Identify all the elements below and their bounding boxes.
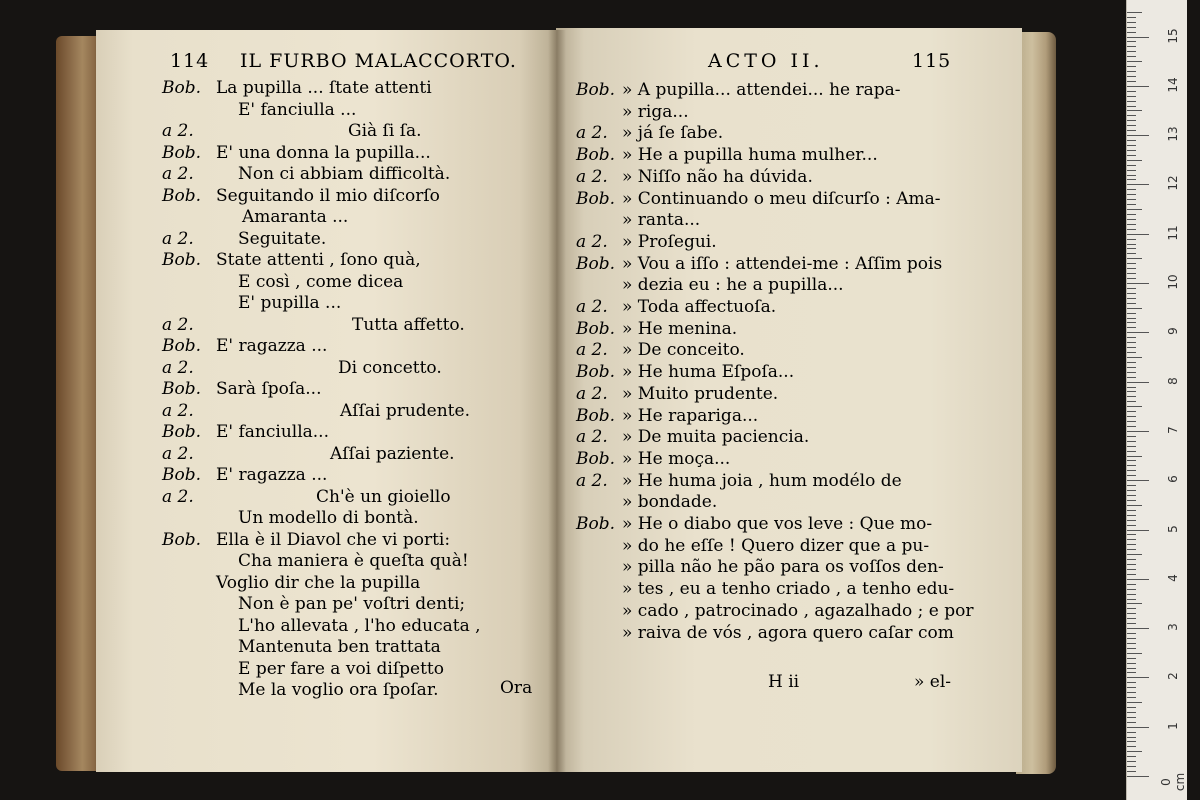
ruler-tick — [1127, 387, 1136, 388]
verse-line: Non ci abbiam difficoltà. — [238, 164, 451, 184]
ruler-tick — [1127, 717, 1136, 718]
ruler-tick — [1127, 106, 1136, 107]
ruler-tick — [1127, 677, 1149, 678]
ruler-tick — [1127, 332, 1149, 333]
ruler-label: 15 — [1166, 27, 1180, 44]
ruler-label: 9 — [1166, 327, 1180, 336]
speaker-label: Bob. — [162, 529, 202, 550]
right-page-number: 115 — [912, 50, 952, 72]
ruler-tick — [1127, 456, 1142, 457]
speaker-label: Bob. — [576, 362, 616, 383]
speaker-label: a 2. — [162, 357, 194, 378]
verse-line: Seguitate. — [238, 228, 327, 249]
ruler-tick — [1127, 37, 1149, 38]
verse-line: E così , come dicea — [238, 271, 404, 292]
ruler-tick — [1127, 480, 1149, 481]
right-running-head: ACTO II. — [708, 50, 824, 72]
book-fore-edge-right — [1016, 32, 1056, 774]
ruler-label: 12 — [1166, 175, 1180, 192]
ruler-tick — [1127, 603, 1142, 604]
ruler-tick — [1127, 751, 1142, 752]
ruler-tick — [1127, 544, 1136, 545]
ruler-tick — [1127, 589, 1136, 590]
verse-line: Sarà ſpoſa... — [216, 379, 322, 399]
verse-line: Ch'è un gioiello — [316, 486, 451, 507]
ruler-tick — [1127, 396, 1136, 397]
verse-line: La pupilla ... ſtate attenti — [216, 78, 432, 98]
ruler-tick — [1127, 737, 1136, 738]
ruler-tick — [1127, 184, 1149, 185]
speaker-label: a 2. — [162, 164, 194, 184]
verse-line: » bondade. — [622, 492, 718, 513]
ruler-tick — [1127, 273, 1136, 274]
verse-line: Tutta affetto. — [352, 314, 465, 335]
ruler-tick — [1127, 110, 1142, 111]
verse-line: Un modello di bontà. — [238, 508, 419, 528]
verse-line: » Vou a iſſo : attendei-me : Aſſim pois — [622, 253, 943, 274]
verse-line: » Proſegui. — [622, 231, 717, 252]
ruler-tick — [1127, 668, 1136, 669]
ruler-label: 7 — [1166, 426, 1180, 434]
speaker-label: Bob. — [576, 80, 616, 100]
ruler-tick — [1127, 460, 1136, 461]
ruler-label: 13 — [1166, 126, 1180, 142]
speaker-label: Bob. — [162, 250, 202, 270]
verse-line: E' fanciulla... — [216, 422, 329, 442]
ruler-tick — [1127, 495, 1136, 496]
verse-line: » cado , patrocinado , agazalhado ; e por — [622, 600, 974, 621]
ruler-tick — [1127, 406, 1142, 407]
ruler-tick — [1127, 288, 1136, 289]
ruler-tick — [1127, 81, 1136, 82]
left-page-number: 114 — [170, 50, 210, 72]
ruler-tick — [1127, 722, 1136, 723]
ruler-tick — [1127, 140, 1136, 141]
ruler-tick — [1127, 96, 1136, 97]
verse-line: State attenti , ſono quà, — [216, 250, 421, 270]
verse-line: Voglio dir che la pupilla — [216, 572, 421, 593]
ruler-label: 5 — [1166, 524, 1180, 533]
speaker-label: Bob. — [576, 405, 616, 426]
ruler-tick — [1127, 559, 1136, 560]
ruler-tick — [1127, 214, 1136, 215]
verse-line: » Niſſo não ha dúvida. — [622, 166, 813, 187]
ruler-tick — [1127, 46, 1136, 47]
ruler-tick — [1127, 549, 1136, 550]
ruler-tick — [1127, 776, 1149, 777]
ruler-tick — [1127, 672, 1136, 673]
ruler-tick — [1127, 51, 1136, 52]
ruler-tick — [1127, 623, 1136, 624]
ruler-tick — [1127, 638, 1136, 639]
speaker-label: a 2. — [576, 123, 608, 144]
ruler-tick — [1127, 697, 1136, 698]
ruler-tick — [1127, 179, 1136, 180]
ruler-tick — [1127, 86, 1149, 87]
ruler-tick — [1127, 761, 1136, 762]
speaker-label: Bob. — [162, 379, 202, 399]
left-catchword: Ora — [500, 678, 533, 698]
verse-line: E per fare a voi diſpetto — [238, 658, 444, 679]
ruler-tick — [1127, 465, 1136, 466]
ruler-label: 14 — [1166, 77, 1180, 93]
ruler-label: 3 — [1166, 623, 1180, 631]
ruler-tick — [1127, 554, 1142, 555]
ruler-tick — [1127, 608, 1136, 609]
verse-line: E' una donna la pupilla... — [216, 142, 431, 163]
verse-line: » pilla não he pão para os voſſos den- — [622, 557, 944, 578]
ruler-tick — [1127, 327, 1136, 328]
ruler-tick — [1127, 431, 1149, 432]
verse-line: Seguitando il mio diſcorſo — [216, 185, 440, 206]
ruler-tick — [1127, 352, 1136, 353]
verse-line: » Continuando o meu diſcurſo : Ama- — [622, 188, 941, 209]
verse-line: » dezia eu : he a pupilla... — [622, 275, 844, 296]
ruler-tick — [1127, 160, 1142, 161]
ruler-tick — [1127, 746, 1136, 747]
ruler-tick — [1127, 643, 1136, 644]
ruler-tick — [1127, 377, 1136, 378]
ruler-tick — [1127, 362, 1136, 363]
ruler-tick — [1127, 530, 1149, 531]
speaker-label: Bob. — [162, 185, 202, 206]
ruler-tick — [1127, 66, 1136, 67]
speaker-label: Bob. — [162, 465, 202, 485]
verse-line: » He huma Eſpoſa... — [622, 362, 795, 383]
ruler-tick — [1127, 426, 1136, 427]
ruler-tick — [1127, 204, 1136, 205]
ruler-tick — [1127, 648, 1136, 649]
ruler-tick — [1127, 520, 1136, 521]
ruler-tick — [1127, 258, 1142, 259]
ruler-tick — [1127, 510, 1136, 511]
speaker-label: a 2. — [576, 427, 608, 448]
ruler-tick — [1127, 599, 1136, 600]
ruler-tick — [1127, 125, 1136, 126]
ruler-tick — [1127, 308, 1142, 309]
speaker-label: a 2. — [162, 400, 194, 421]
ruler-tick — [1127, 27, 1136, 28]
ruler-tick — [1127, 263, 1136, 264]
ruler-tick — [1127, 229, 1136, 230]
speaker-label: a 2. — [576, 297, 608, 317]
verse-line: L'ho allevata , l'ho educata , — [238, 615, 481, 636]
ruler-tick — [1127, 22, 1136, 23]
ruler-tick — [1127, 101, 1136, 102]
ruler-tick — [1127, 505, 1142, 506]
ruler-label: 8 — [1166, 376, 1180, 385]
verse-line: » He moça... — [622, 448, 731, 469]
ruler-tick — [1127, 337, 1136, 338]
speaker-label: a 2. — [162, 443, 194, 464]
verse-line: » do he eſſe ! Quero dizer que a pu- — [622, 535, 930, 556]
verse-line: » He rapariga... — [622, 405, 759, 426]
ruler-tick — [1127, 199, 1136, 200]
verse-line: » He a pupilla huma mulher... — [622, 145, 878, 166]
ruler-tick — [1127, 446, 1136, 447]
signature-mark: H ii — [768, 672, 800, 692]
verse-line: » De muita paciencia. — [622, 427, 810, 448]
ruler-tick — [1127, 115, 1136, 116]
ruler-tick — [1127, 475, 1136, 476]
ruler-tick — [1127, 61, 1142, 62]
ruler-tick — [1127, 209, 1142, 210]
ruler-tick — [1127, 579, 1149, 580]
ruler-tick — [1127, 175, 1136, 176]
verse-line: E' pupilla ... — [238, 293, 342, 313]
ruler-tick — [1127, 130, 1136, 131]
ruler-tick — [1127, 239, 1136, 240]
verse-line: Di concetto. — [338, 357, 442, 378]
ruler-tick — [1127, 135, 1149, 136]
ruler-tick — [1127, 594, 1136, 595]
speaker-label: Bob. — [576, 253, 616, 274]
verse-line: E' ragazza ... — [216, 465, 328, 485]
verse-line: » já ſe ſabe. — [622, 123, 724, 144]
ruler-tick — [1127, 150, 1136, 151]
ruler-tick — [1127, 91, 1136, 92]
speaker-label: Bob. — [162, 142, 202, 163]
left-running-head: IL FURBO MALACCORTO. — [240, 50, 517, 72]
measuring-ruler — [1126, 0, 1187, 800]
verse-line: Ella è il Diavol che vi porti: — [216, 529, 451, 550]
ruler-tick — [1127, 382, 1149, 383]
speaker-label: a 2. — [576, 383, 608, 404]
speaker-label: a 2. — [162, 486, 194, 507]
ruler-tick — [1127, 712, 1136, 713]
ruler-tick — [1127, 17, 1136, 18]
ruler-tick — [1127, 318, 1136, 319]
ruler-tick — [1127, 741, 1136, 742]
ruler-label: 11 — [1166, 225, 1180, 241]
ruler-tick — [1127, 633, 1136, 634]
ruler-tick — [1127, 663, 1136, 664]
ruler-tick — [1127, 490, 1136, 491]
ruler-label: 6 — [1166, 475, 1180, 484]
ruler-tick — [1127, 367, 1136, 368]
book-gutter — [548, 30, 566, 772]
ruler-tick — [1127, 155, 1136, 156]
speaker-label: a 2. — [576, 340, 608, 361]
speaker-label: Bob. — [576, 145, 616, 166]
ruler-tick — [1127, 727, 1149, 728]
verse-line: » raiva de vós , agora quero caſar com — [622, 622, 954, 643]
speaker-label: Bob. — [576, 318, 616, 339]
ruler-tick — [1127, 170, 1136, 171]
ruler-tick — [1127, 732, 1136, 733]
ruler-tick — [1127, 244, 1136, 245]
verse-line: Aſſai prudente. — [340, 400, 470, 421]
speaker-label: a 2. — [576, 166, 608, 187]
ruler-tick — [1127, 303, 1136, 304]
ruler-tick — [1127, 12, 1142, 13]
speaker-label: Bob. — [162, 422, 202, 442]
ruler-tick — [1127, 120, 1136, 121]
ruler-tick — [1127, 682, 1136, 683]
speaker-label: Bob. — [576, 514, 616, 534]
ruler-label: 0 cm — [1159, 772, 1187, 792]
ruler-tick — [1127, 485, 1136, 486]
speaker-label: a 2. — [162, 121, 194, 141]
ruler-tick — [1127, 234, 1149, 235]
ruler-tick — [1127, 436, 1136, 437]
ruler-tick — [1127, 584, 1136, 585]
speaker-label: a 2. — [576, 231, 608, 252]
ruler-label: 2 — [1166, 672, 1180, 681]
ruler-tick — [1127, 189, 1136, 190]
ruler-tick — [1127, 357, 1142, 358]
speaker-label: Bob. — [576, 448, 616, 469]
ruler-tick — [1127, 771, 1136, 772]
ruler-tick — [1127, 347, 1136, 348]
ruler-tick — [1127, 298, 1136, 299]
speaker-label: Bob. — [576, 188, 616, 209]
ruler-tick — [1127, 283, 1149, 284]
verse-line: » De conceito. — [622, 340, 745, 361]
verse-line: E' fanciulla ... — [238, 99, 357, 120]
verse-line: Mantenuta ben trattata — [238, 637, 441, 657]
verse-line: » Muito prudente. — [622, 383, 779, 404]
ruler-tick — [1127, 391, 1136, 392]
ruler-tick — [1127, 293, 1136, 294]
verse-line: Amaranta ... — [242, 207, 349, 227]
verse-line: Me la voglio ora ſpoſar. — [238, 680, 439, 700]
ruler-tick — [1127, 342, 1136, 343]
verse-line: Già ſi ſa. — [348, 121, 422, 141]
ruler-tick — [1127, 756, 1136, 757]
ruler-tick — [1127, 441, 1136, 442]
ruler-tick — [1127, 224, 1136, 225]
ruler-tick — [1127, 534, 1136, 535]
ruler-tick — [1127, 372, 1136, 373]
ruler-tick — [1127, 500, 1136, 501]
ruler-tick — [1127, 707, 1136, 708]
verse-line: E' ragazza ... — [216, 336, 328, 356]
verse-line: » ranta... — [622, 210, 701, 231]
ruler-tick — [1127, 41, 1136, 42]
ruler-tick — [1127, 539, 1136, 540]
ruler-tick — [1127, 569, 1136, 570]
ruler-tick — [1127, 515, 1136, 516]
ruler-tick — [1127, 451, 1136, 452]
ruler-tick — [1127, 411, 1136, 412]
verse-line: » A pupilla... attendei... he rapa- — [622, 80, 901, 100]
speaker-label: a 2. — [576, 470, 608, 491]
speaker-label: Bob. — [162, 78, 202, 98]
verse-line: Cha maniera è queſta quà! — [238, 551, 469, 571]
ruler-tick — [1127, 219, 1136, 220]
speaker-label: Bob. — [162, 336, 202, 356]
ruler-tick — [1127, 525, 1136, 526]
ruler-tick — [1127, 76, 1136, 77]
ruler-label: 4 — [1166, 573, 1180, 582]
right-catchword: » el- — [914, 672, 952, 692]
ruler-tick — [1127, 653, 1142, 654]
verse-line: » He o diabo que vos leve : Que mo- — [622, 514, 933, 534]
ruler-tick — [1127, 253, 1136, 254]
verse-line: » riga... — [622, 101, 689, 122]
verse-line: Non è pan pe' voſtri denti; — [238, 594, 466, 614]
ruler-tick — [1127, 56, 1136, 57]
ruler-tick — [1127, 278, 1136, 279]
speaker-label: a 2. — [162, 314, 194, 335]
verse-line: » He huma joia , hum modélo de — [622, 470, 902, 491]
ruler-tick — [1127, 248, 1136, 249]
ruler-tick — [1127, 658, 1136, 659]
ruler-tick — [1127, 564, 1136, 565]
ruler-tick — [1127, 268, 1136, 269]
speaker-label: a 2. — [162, 228, 194, 249]
ruler-tick — [1127, 628, 1149, 629]
ruler-tick — [1127, 401, 1136, 402]
ruler-tick — [1127, 145, 1136, 146]
ruler-tick — [1127, 766, 1136, 767]
ruler-tick — [1127, 618, 1136, 619]
ruler-tick — [1127, 322, 1136, 323]
ruler-tick — [1127, 165, 1136, 166]
ruler-label: 1 — [1166, 721, 1180, 730]
ruler-tick — [1127, 692, 1136, 693]
ruler-tick — [1127, 702, 1142, 703]
verse-line: Aſſai paziente. — [330, 443, 455, 464]
ruler-tick — [1127, 71, 1136, 72]
verse-line: » tes , eu a tenho criado , a tenho edu- — [622, 579, 955, 600]
ruler-tick — [1127, 194, 1136, 195]
ruler-tick — [1127, 32, 1136, 33]
verse-line: » He menina. — [622, 318, 738, 339]
verse-line: » Toda affectuoſa. — [622, 297, 777, 317]
ruler-tick — [1127, 613, 1136, 614]
ruler-tick — [1127, 574, 1136, 575]
ruler-tick — [1127, 421, 1136, 422]
ruler-tick — [1127, 687, 1136, 688]
ruler-label: 10 — [1166, 274, 1180, 290]
ruler-tick — [1127, 313, 1136, 314]
ruler-tick — [1127, 470, 1136, 471]
ruler-tick — [1127, 416, 1136, 417]
